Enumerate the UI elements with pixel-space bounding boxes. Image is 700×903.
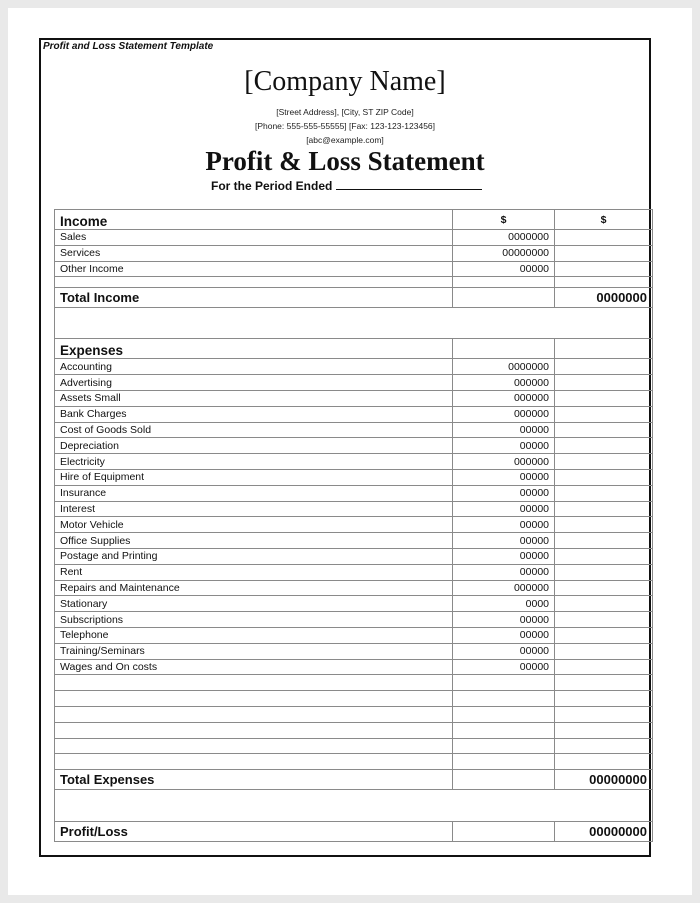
expense-item-row bbox=[55, 390, 653, 406]
table-cell bbox=[55, 706, 453, 722]
expense-item-amount: 000000 bbox=[453, 406, 555, 422]
income-item-amount: 00000000 bbox=[453, 245, 555, 261]
table-cell bbox=[555, 533, 653, 549]
expense-item-row bbox=[55, 359, 653, 375]
expense-item-label: Telephone bbox=[55, 627, 453, 643]
expense-item-row bbox=[55, 454, 653, 470]
profit-loss-row bbox=[55, 822, 653, 842]
table-cell bbox=[55, 308, 653, 339]
table-cell bbox=[555, 485, 653, 501]
table-cell bbox=[555, 454, 653, 470]
expense-item-amount: 000000 bbox=[453, 375, 555, 391]
expense-item-row bbox=[55, 438, 653, 454]
expense-item-amount: 00000 bbox=[453, 422, 555, 438]
table-cell bbox=[555, 438, 653, 454]
income-item-row bbox=[55, 261, 653, 277]
table-cell bbox=[55, 790, 653, 822]
table-cell bbox=[555, 517, 653, 533]
table-cell bbox=[555, 359, 653, 375]
table-cell bbox=[453, 706, 555, 722]
expense-item-amount: 000000 bbox=[453, 454, 555, 470]
table-cell bbox=[555, 643, 653, 659]
company-address: [Street Address], [City, ST ZIP Code] bbox=[276, 107, 414, 117]
expenses-header: Expenses bbox=[55, 339, 453, 359]
table-cell bbox=[555, 754, 653, 770]
company-email: [abc@example.com] bbox=[306, 135, 384, 145]
table-cell bbox=[555, 245, 653, 261]
period-label: For the Period Ended bbox=[211, 179, 333, 193]
expense-item-row bbox=[55, 469, 653, 485]
expense-item-amount: 00000 bbox=[453, 659, 555, 675]
company-name: [Company Name] bbox=[244, 66, 446, 97]
expense-item-row bbox=[55, 659, 653, 675]
income-item-label: Sales bbox=[55, 230, 453, 246]
total-income-amount: 0000000 bbox=[555, 288, 653, 308]
currency-symbol-col2: $ bbox=[555, 210, 653, 230]
table-cell bbox=[453, 288, 555, 308]
profit-loss-amount: 00000000 bbox=[555, 822, 653, 842]
table-cell bbox=[55, 691, 453, 707]
expense-item-amount: 000000 bbox=[453, 390, 555, 406]
currency-symbol-col1: $ bbox=[453, 210, 555, 230]
expense-item-label: Repairs and Maintenance bbox=[55, 580, 453, 596]
expense-item-row bbox=[55, 612, 653, 628]
table-cell bbox=[453, 277, 555, 288]
income-item-label: Other Income bbox=[55, 261, 453, 277]
expense-item-row bbox=[55, 596, 653, 612]
expense-item-label: Cost of Goods Sold bbox=[55, 422, 453, 438]
blank-row bbox=[55, 691, 653, 707]
table-cell bbox=[555, 422, 653, 438]
expense-item-amount: 00000 bbox=[453, 643, 555, 659]
blank-row bbox=[55, 754, 653, 770]
table-cell bbox=[555, 580, 653, 596]
table-cell bbox=[453, 722, 555, 738]
expense-item-row bbox=[55, 422, 653, 438]
table-cell bbox=[55, 754, 453, 770]
expense-item-amount: 00000 bbox=[453, 612, 555, 628]
expense-item-amount: 00000 bbox=[453, 469, 555, 485]
expenses-header-row bbox=[55, 339, 653, 359]
expense-item-row bbox=[55, 485, 653, 501]
expense-item-amount: 00000 bbox=[453, 485, 555, 501]
table-cell bbox=[453, 691, 555, 707]
table-cell bbox=[555, 738, 653, 754]
income-header: Income bbox=[55, 210, 453, 230]
table-cell bbox=[555, 675, 653, 691]
table-cell bbox=[453, 339, 555, 359]
table-cell bbox=[555, 339, 653, 359]
table-cell bbox=[555, 706, 653, 722]
table-cell bbox=[453, 675, 555, 691]
expense-item-row bbox=[55, 580, 653, 596]
income-item-label: Services bbox=[55, 245, 453, 261]
table-cell bbox=[555, 261, 653, 277]
expense-item-label: Wages and On costs bbox=[55, 659, 453, 675]
profit-loss-label: Profit/Loss bbox=[55, 822, 453, 842]
expense-item-label: Subscriptions bbox=[55, 612, 453, 628]
period-blank-field[interactable] bbox=[336, 179, 482, 190]
table-cell bbox=[555, 722, 653, 738]
table-cell bbox=[555, 277, 653, 288]
expense-item-label: Assets Small bbox=[55, 390, 453, 406]
table-cell bbox=[555, 564, 653, 580]
expense-item-row bbox=[55, 643, 653, 659]
document-page bbox=[8, 8, 692, 895]
expense-item-label: Depreciation bbox=[55, 438, 453, 454]
expense-item-row bbox=[55, 548, 653, 564]
expense-item-label: Office Supplies bbox=[55, 533, 453, 549]
expense-item-amount: 00000 bbox=[453, 564, 555, 580]
table-cell bbox=[555, 375, 653, 391]
template-label: Profit and Loss Statement Template bbox=[43, 41, 214, 52]
table-cell bbox=[555, 627, 653, 643]
blank-row bbox=[55, 722, 653, 738]
table-cell bbox=[55, 738, 453, 754]
table-cell bbox=[55, 722, 453, 738]
total-expenses-amount: 00000000 bbox=[555, 770, 653, 790]
income-item-row bbox=[55, 230, 653, 246]
table-cell bbox=[555, 596, 653, 612]
table-cell bbox=[555, 612, 653, 628]
spacer-row bbox=[55, 308, 653, 339]
expense-item-label: Bank Charges bbox=[55, 406, 453, 422]
table-cell bbox=[453, 770, 555, 790]
spacer-row bbox=[55, 277, 653, 288]
expense-item-amount: 00000 bbox=[453, 548, 555, 564]
expense-item-amount: 00000 bbox=[453, 517, 555, 533]
table-cell bbox=[555, 390, 653, 406]
table-cell bbox=[555, 469, 653, 485]
income-item-amount: 0000000 bbox=[453, 230, 555, 246]
expense-item-label: Postage and Printing bbox=[55, 548, 453, 564]
expense-item-label: Stationary bbox=[55, 596, 453, 612]
expense-item-amount: 00000 bbox=[453, 627, 555, 643]
table-cell bbox=[55, 675, 453, 691]
expense-item-label: Electricity bbox=[55, 454, 453, 470]
table-cell bbox=[453, 822, 555, 842]
table-cell bbox=[555, 230, 653, 246]
expense-item-amount: 00000 bbox=[453, 533, 555, 549]
expense-item-label: Advertising bbox=[55, 375, 453, 391]
blank-row bbox=[55, 675, 653, 691]
table-cell bbox=[555, 548, 653, 564]
spacer-row bbox=[55, 790, 653, 822]
expense-item-label: Interest bbox=[55, 501, 453, 517]
expense-item-row bbox=[55, 533, 653, 549]
expense-item-label: Insurance bbox=[55, 485, 453, 501]
income-item-row bbox=[55, 245, 653, 261]
expense-item-amount: 0000000 bbox=[453, 359, 555, 375]
expense-item-label: Hire of Equipment bbox=[55, 469, 453, 485]
statement-frame bbox=[39, 38, 651, 857]
table-cell bbox=[55, 277, 453, 288]
income-item-amount: 00000 bbox=[453, 261, 555, 277]
blank-row bbox=[55, 738, 653, 754]
total-expenses-label: Total Expenses bbox=[55, 770, 453, 790]
period-line bbox=[211, 179, 482, 193]
table-cell bbox=[453, 738, 555, 754]
expense-item-row bbox=[55, 627, 653, 643]
statement-title: Profit & Loss Statement bbox=[205, 146, 485, 176]
table-cell bbox=[453, 754, 555, 770]
profit-loss-table bbox=[54, 209, 653, 842]
table-cell bbox=[555, 691, 653, 707]
expense-item-row bbox=[55, 564, 653, 580]
company-phone-fax: [Phone: 555-555-55555] [Fax: 123-123-123456] bbox=[254, 121, 436, 131]
table-cell bbox=[555, 406, 653, 422]
total-expenses-row bbox=[55, 770, 653, 790]
expense-item-row bbox=[55, 406, 653, 422]
expense-item-label: Motor Vehicle bbox=[55, 517, 453, 533]
expense-item-label: Training/Seminars bbox=[55, 643, 453, 659]
expense-item-label: Accounting bbox=[55, 359, 453, 375]
expense-item-amount: 0000 bbox=[453, 596, 555, 612]
table-cell bbox=[555, 659, 653, 675]
expense-item-row bbox=[55, 517, 653, 533]
expense-item-amount: 00000 bbox=[453, 501, 555, 517]
income-header-row bbox=[55, 210, 653, 230]
expense-item-row bbox=[55, 375, 653, 391]
table-cell bbox=[555, 501, 653, 517]
expense-item-label: Rent bbox=[55, 564, 453, 580]
blank-row bbox=[55, 706, 653, 722]
total-income-label: Total Income bbox=[55, 288, 453, 308]
expense-item-amount: 000000 bbox=[453, 580, 555, 596]
expense-item-amount: 00000 bbox=[453, 438, 555, 454]
total-income-row bbox=[55, 288, 653, 308]
expense-item-row bbox=[55, 501, 653, 517]
